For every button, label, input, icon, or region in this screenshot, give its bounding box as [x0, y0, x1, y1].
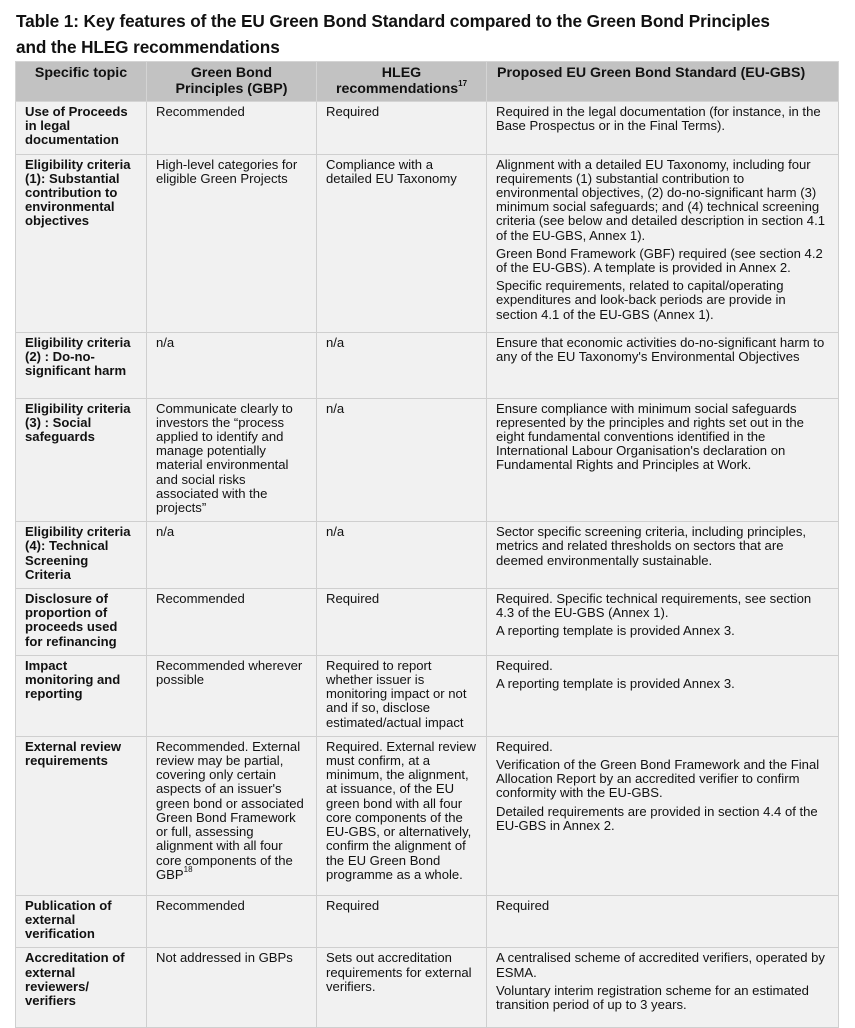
table-row — [16, 655, 839, 736]
cell-hleg — [317, 332, 487, 398]
cell-hleg — [317, 154, 487, 332]
cell-specific-topic — [16, 332, 147, 398]
gbp-text: Communicate clearly to investors the “process applied to identify and manage potentially material environmental and social risks associated with the projects” — [156, 400, 293, 516]
header-label-line-2: recommendations — [335, 81, 459, 97]
header-label: Specific topic — [34, 65, 128, 81]
hleg-text: Required. External review must confirm, at a minimum, the alignment, at issuance, of the EU green bond with all four core components of the EU-GBS, or alternatively, confirm the alignment of the EU Green Bond programme as a whole. — [326, 738, 476, 882]
eu-gbs-paragraph: Sector specific screening criteria, including principles, metrics and related thresholds on sectors that are deemed environmentally sustainable. — [496, 524, 807, 568]
cell-eu-gbs — [487, 589, 839, 656]
cell-specific-topic — [16, 736, 147, 895]
eu-gbs-paragraph: Verification of the Green Bond Framework and the Final Allocation Report by an accredited verifier to confirm conformity with the EU-GBS. — [496, 757, 820, 801]
cell-gbp — [147, 589, 317, 656]
gbp-text: n/a — [156, 524, 175, 540]
table-header — [16, 62, 839, 102]
cell-gbp — [147, 522, 317, 589]
hleg-text: n/a — [326, 400, 345, 416]
cell-gbp — [147, 655, 317, 736]
cell-specific-topic — [16, 522, 147, 589]
gbp-text: Not addressed in GBPs — [156, 950, 293, 966]
header-specific-topic — [16, 62, 147, 102]
gbp-text: Recommended wherever possible — [156, 657, 303, 688]
eu-gbs-paragraph: Voluntary interim registration scheme for an estimated transition period of up to 3 years. — [496, 982, 809, 1013]
cell-specific-topic — [16, 398, 147, 522]
topic-text: Eligibility criteria (1): Substantial contribution to environmental objectives — [25, 156, 131, 229]
eu-gbs-paragraph: Required. — [496, 738, 553, 754]
cell-eu-gbs — [487, 895, 839, 948]
table-row — [16, 102, 839, 155]
cell-gbp — [147, 398, 317, 522]
eu-gbs-paragraph: Required — [496, 897, 550, 913]
cell-gbp — [147, 948, 317, 1028]
header-row — [16, 62, 839, 102]
topic-text: Eligibility criteria (3) : Social safeguards — [25, 400, 131, 445]
cell-eu-gbs — [487, 655, 839, 736]
gbp-text: High-level categories for eligible Green Projects — [156, 156, 298, 186]
footnote-ref-17[interactable]: 17 — [458, 79, 468, 89]
hleg-text: Sets out accreditation requirements for external verifiers. — [326, 950, 472, 994]
topic-text: Eligibility criteria (2) : Do-no-significant harm — [25, 334, 131, 379]
table-row — [16, 398, 839, 522]
eu-gbs-paragraph: Alignment with a detailed EU Taxonomy, including four requirements (1) substantial contribution to environmental objectives, (2) do-no-significant harm (3) minimum social safeguards; and (4) technical screening criteria (see below and detailed description in section 4.1 of the EU-GBS, Annex 1). — [496, 156, 825, 243]
topic-text: Disclosure of proportion of proceeds used for refinancing — [25, 591, 118, 649]
header-hleg — [317, 62, 487, 102]
cell-gbp — [147, 102, 317, 155]
topic-text: External review requirements — [25, 738, 122, 769]
cell-eu-gbs — [487, 398, 839, 522]
cell-hleg — [317, 522, 487, 589]
gbp-text: Recommended — [156, 897, 245, 913]
cell-eu-gbs — [487, 332, 839, 398]
cell-specific-topic — [16, 948, 147, 1028]
header-label-line-1: Green Bond — [190, 65, 273, 81]
eu-gbs-paragraph: Required in the legal documentation (for instance, in the Base Prospectus or in the Final Terms). — [496, 104, 821, 134]
header-eu-gbs — [487, 62, 839, 102]
table-caption — [16, 8, 846, 60]
cell-gbp — [147, 895, 317, 948]
header-label-line-2-wrap — [323, 81, 480, 97]
header-label-line-2: Principles (GBP) — [175, 81, 288, 97]
hleg-text: n/a — [326, 524, 345, 540]
hleg-text: Required — [326, 897, 380, 913]
footnote-ref-18[interactable]: 18 — [183, 865, 193, 875]
cell-hleg — [317, 589, 487, 656]
gbp-text: Recommended — [156, 104, 245, 119]
eu-gbs-paragraph: Specific requirements, related to capital/operating expenditures and look-back periods are provide in section 4.1 of the EU-GBS (Annex 1). — [496, 278, 786, 322]
header-label-line-1: HLEG — [381, 65, 422, 81]
eu-gbs-paragraph: A centralised scheme of accredited verifiers, operated by ESMA. — [496, 950, 825, 980]
gbp-text: Recommended. External review may be partial, covering only certain aspects of an issuer's green bond or associated Green Bond Framework or full, assessing alignment with all four core components of the GBP — [156, 738, 304, 882]
cell-specific-topic — [16, 102, 147, 155]
table-row — [16, 589, 839, 656]
topic-text: Use of Proceeds in legal documentation — [25, 104, 128, 148]
key-features-table — [15, 61, 839, 1028]
eu-gbs-paragraph: Ensure that economic activities do-no-significant harm to any of the EU Taxonomy's Environmental Objectives — [496, 334, 825, 364]
eu-gbs-paragraph: A reporting template is provided Annex 3. — [496, 676, 735, 692]
table-caption-line-1: Table 1: Key features of the EU Green Bond Standard compared to the Green Bond Principles — [16, 11, 770, 31]
eu-gbs-paragraph: Ensure compliance with minimum social safeguards represented by the principles and rights set out in the eight fundamental conventions identified in the International Labour Organisation's declaration on Fundamental Rights and Principles at Work. — [496, 400, 804, 473]
cell-eu-gbs — [487, 154, 839, 332]
hleg-text: Required — [326, 591, 380, 607]
cell-hleg — [317, 895, 487, 948]
hleg-text: Compliance with a detailed EU Taxonomy — [326, 156, 457, 186]
cell-hleg — [317, 948, 487, 1028]
cell-hleg — [317, 398, 487, 522]
table-caption-line-2: and the HLEG recommendations — [16, 37, 280, 57]
cell-specific-topic — [16, 895, 147, 948]
table-row — [16, 332, 839, 398]
topic-text: Accreditation of external reviewers/ verifiers — [25, 950, 125, 1009]
eu-gbs-paragraph: Detailed requirements are provided in section 4.4 of the EU-GBS in Annex 2. — [496, 803, 818, 833]
cell-eu-gbs — [487, 736, 839, 895]
table-row — [16, 895, 839, 948]
gbp-text: n/a — [156, 334, 175, 350]
cell-gbp — [147, 736, 317, 895]
hleg-text: n/a — [326, 334, 345, 350]
table-row — [16, 948, 839, 1028]
table-body — [16, 102, 839, 1028]
eu-gbs-paragraph: Required. — [496, 657, 553, 673]
cell-specific-topic — [16, 589, 147, 656]
cell-hleg — [317, 102, 487, 155]
topic-text: Impact monitoring and reporting — [25, 657, 121, 702]
cell-hleg — [317, 736, 487, 895]
table-row — [16, 154, 839, 332]
cell-eu-gbs — [487, 102, 839, 155]
topic-text: Eligibility criteria (4): Technical Screening Criteria — [25, 524, 131, 582]
cell-gbp — [147, 154, 317, 332]
table-row — [16, 736, 839, 895]
header-gbp — [147, 62, 317, 102]
cell-specific-topic — [16, 154, 147, 332]
header-label: Proposed EU Green Bond Standard (EU-GBS) — [497, 65, 806, 81]
eu-gbs-paragraph: Green Bond Framework (GBF) required (see section 4.2 of the EU-GBS). A template is provided in Annex 2. — [496, 245, 823, 276]
cell-gbp — [147, 332, 317, 398]
gbp-text: Recommended — [156, 591, 245, 607]
table-row — [16, 522, 839, 589]
hleg-text: Required — [326, 104, 380, 119]
topic-text: Publication of external verification — [25, 897, 112, 942]
cell-eu-gbs — [487, 522, 839, 589]
eu-gbs-paragraph: A reporting template is provided Annex 3. — [496, 623, 735, 639]
eu-gbs-paragraph: Required. Specific technical requirements, see section 4.3 of the EU-GBS (Annex 1). — [496, 591, 812, 621]
cell-eu-gbs — [487, 948, 839, 1028]
cell-specific-topic — [16, 655, 147, 736]
hleg-text: Required to report whether issuer is monitoring impact or not and if so, disclose estimated/actual impact — [326, 657, 467, 730]
cell-hleg — [317, 655, 487, 736]
